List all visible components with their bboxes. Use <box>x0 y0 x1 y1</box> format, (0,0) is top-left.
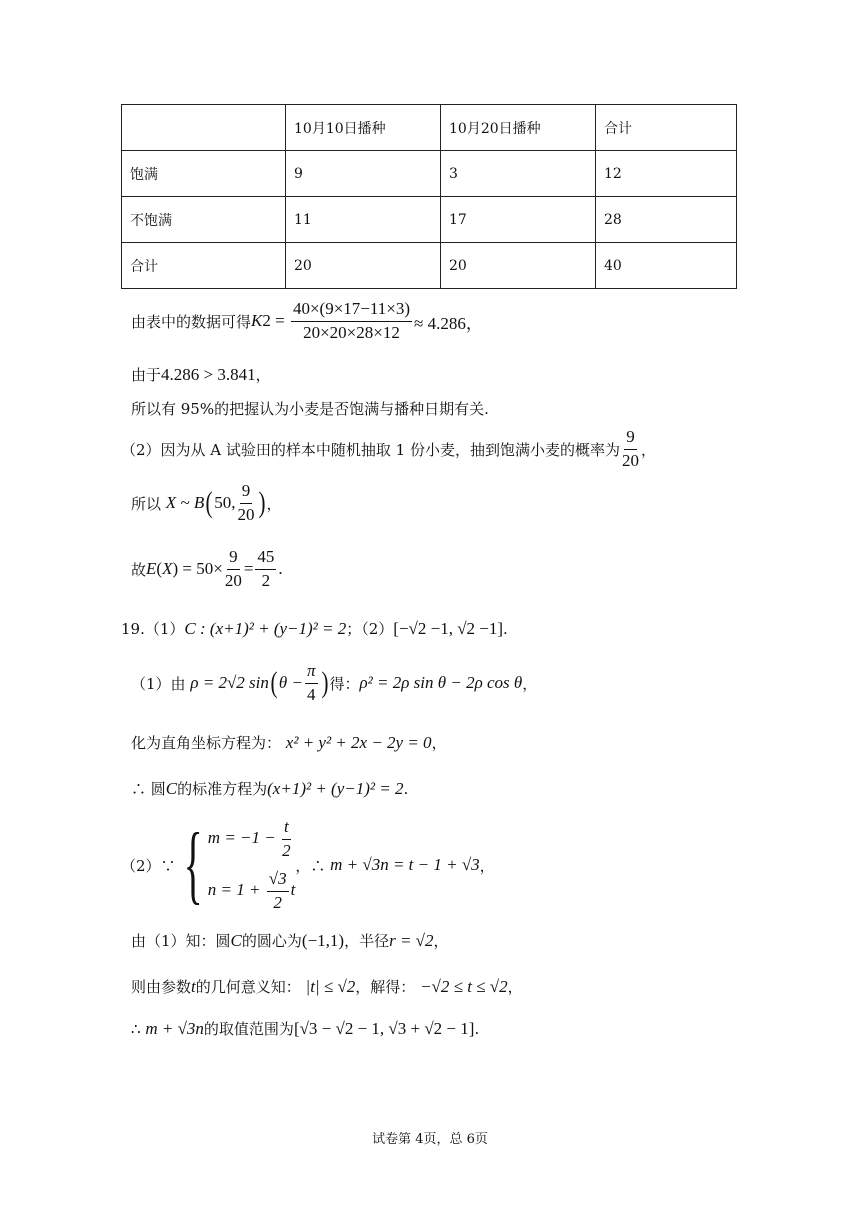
table-cell: 9 <box>286 151 441 197</box>
table-cell: 40 <box>596 243 737 289</box>
table-cell: 28 <box>596 197 737 243</box>
equation-system: { m = −1 − $\frac{t}{2}$ n = 1 + $\frac{√3}{2}$ t <box>183 816 296 914</box>
table-row <box>122 151 737 197</box>
rect-line: 化为直角坐标方程为： x² + y² + 2x − 2y = 0 ， <box>131 732 447 752</box>
table-cell: 12 <box>596 151 737 197</box>
table-cell: 20 <box>286 243 441 289</box>
page-footer: 试卷第 4页，总 6页 <box>372 1132 488 1147</box>
contingency-table <box>121 104 737 289</box>
table-row <box>122 197 737 243</box>
q19-answer-line: 19.（1） C : (x+1)² + (y−1)² = 2 ；（2） [−√2 −1, √2 −1] . <box>121 618 508 638</box>
standard-eq-line: ∴ 圆 C 的标准方程为 (x+1)² + (y−1)² = 2 . <box>131 778 409 798</box>
table-cell: 10月20日播种 <box>441 105 596 151</box>
k2-fraction: $\frac{40\times(9\times 17-11\times 3)}{20\times 20\times 28\times 12}$ <box>292 299 410 342</box>
k2-symbol: K <box>251 311 263 331</box>
step1-line: （1）由 ρ = 2√2 sin ( θ − $\frac{\pi}{4}$ ) 得： ρ² = 2ρ sin θ − 2ρ cos θ ， <box>131 661 538 704</box>
distribution-line: 所以 X ~ B ( 50, $\frac{9}{20}$ ) ， <box>131 481 282 524</box>
since-line: 由于 4.286 > 3.841 ， <box>131 364 271 384</box>
expectation-line: 故 E ( X ) = 50× $\frac{9}{20}$ = $\frac{45}{2}$ . <box>131 547 283 590</box>
table-cell: 合计 <box>596 105 737 151</box>
table-cell: 10月10日播种 <box>286 105 441 151</box>
k2-line: 由表中的数据可得 K 2 = $\frac{40\times(9\times 17-11\times 3)}{20\times 20\times 28\times 12}$ ≈ 4.286， <box>131 299 483 342</box>
table-cell: 20 <box>441 243 596 289</box>
part2-line: （2）因为从 A 试验田的样本中随机抽取 1 份小麦，抽到饱满小麦的概率为 $\frac{9}{20}$ ， <box>121 427 657 470</box>
probability-fraction: $\frac{9}{20}$ <box>622 427 639 470</box>
table-cell: 17 <box>441 197 596 243</box>
center-line: 由（1）知：圆 C 的圆心为 (−1,1) ，半径 r = √2 ， <box>131 930 449 950</box>
param-line: 则由参数 t 的几何意义知： |t| ≤ √2 ，解得： −√2 ≤ t ≤ √2 ， <box>131 976 523 996</box>
table-row <box>122 243 737 289</box>
table-cell: 合计 <box>122 243 286 289</box>
table-cell: 3 <box>441 151 596 197</box>
table-header-row <box>122 105 737 151</box>
final-line: ∴ m + √3n 的取值范围为 [√3 − √2 − 1, √3 + √2 − 1] . <box>131 1018 480 1038</box>
system-line: （2）∵ { m = −1 − $\frac{t}{2}$ n = 1 + $\frac{√3}{2}$ t ，∴ m + √3n = t − 1 + √3 ， <box>121 816 495 914</box>
table-cell: 11 <box>286 197 441 243</box>
table-cell <box>122 105 286 151</box>
table-cell: 饱满 <box>122 151 286 197</box>
table-cell: 不饱满 <box>122 197 286 243</box>
conclusion-line: 所以有 95%的把握认为小麦是否饱满与播种日期有关. <box>131 400 489 418</box>
